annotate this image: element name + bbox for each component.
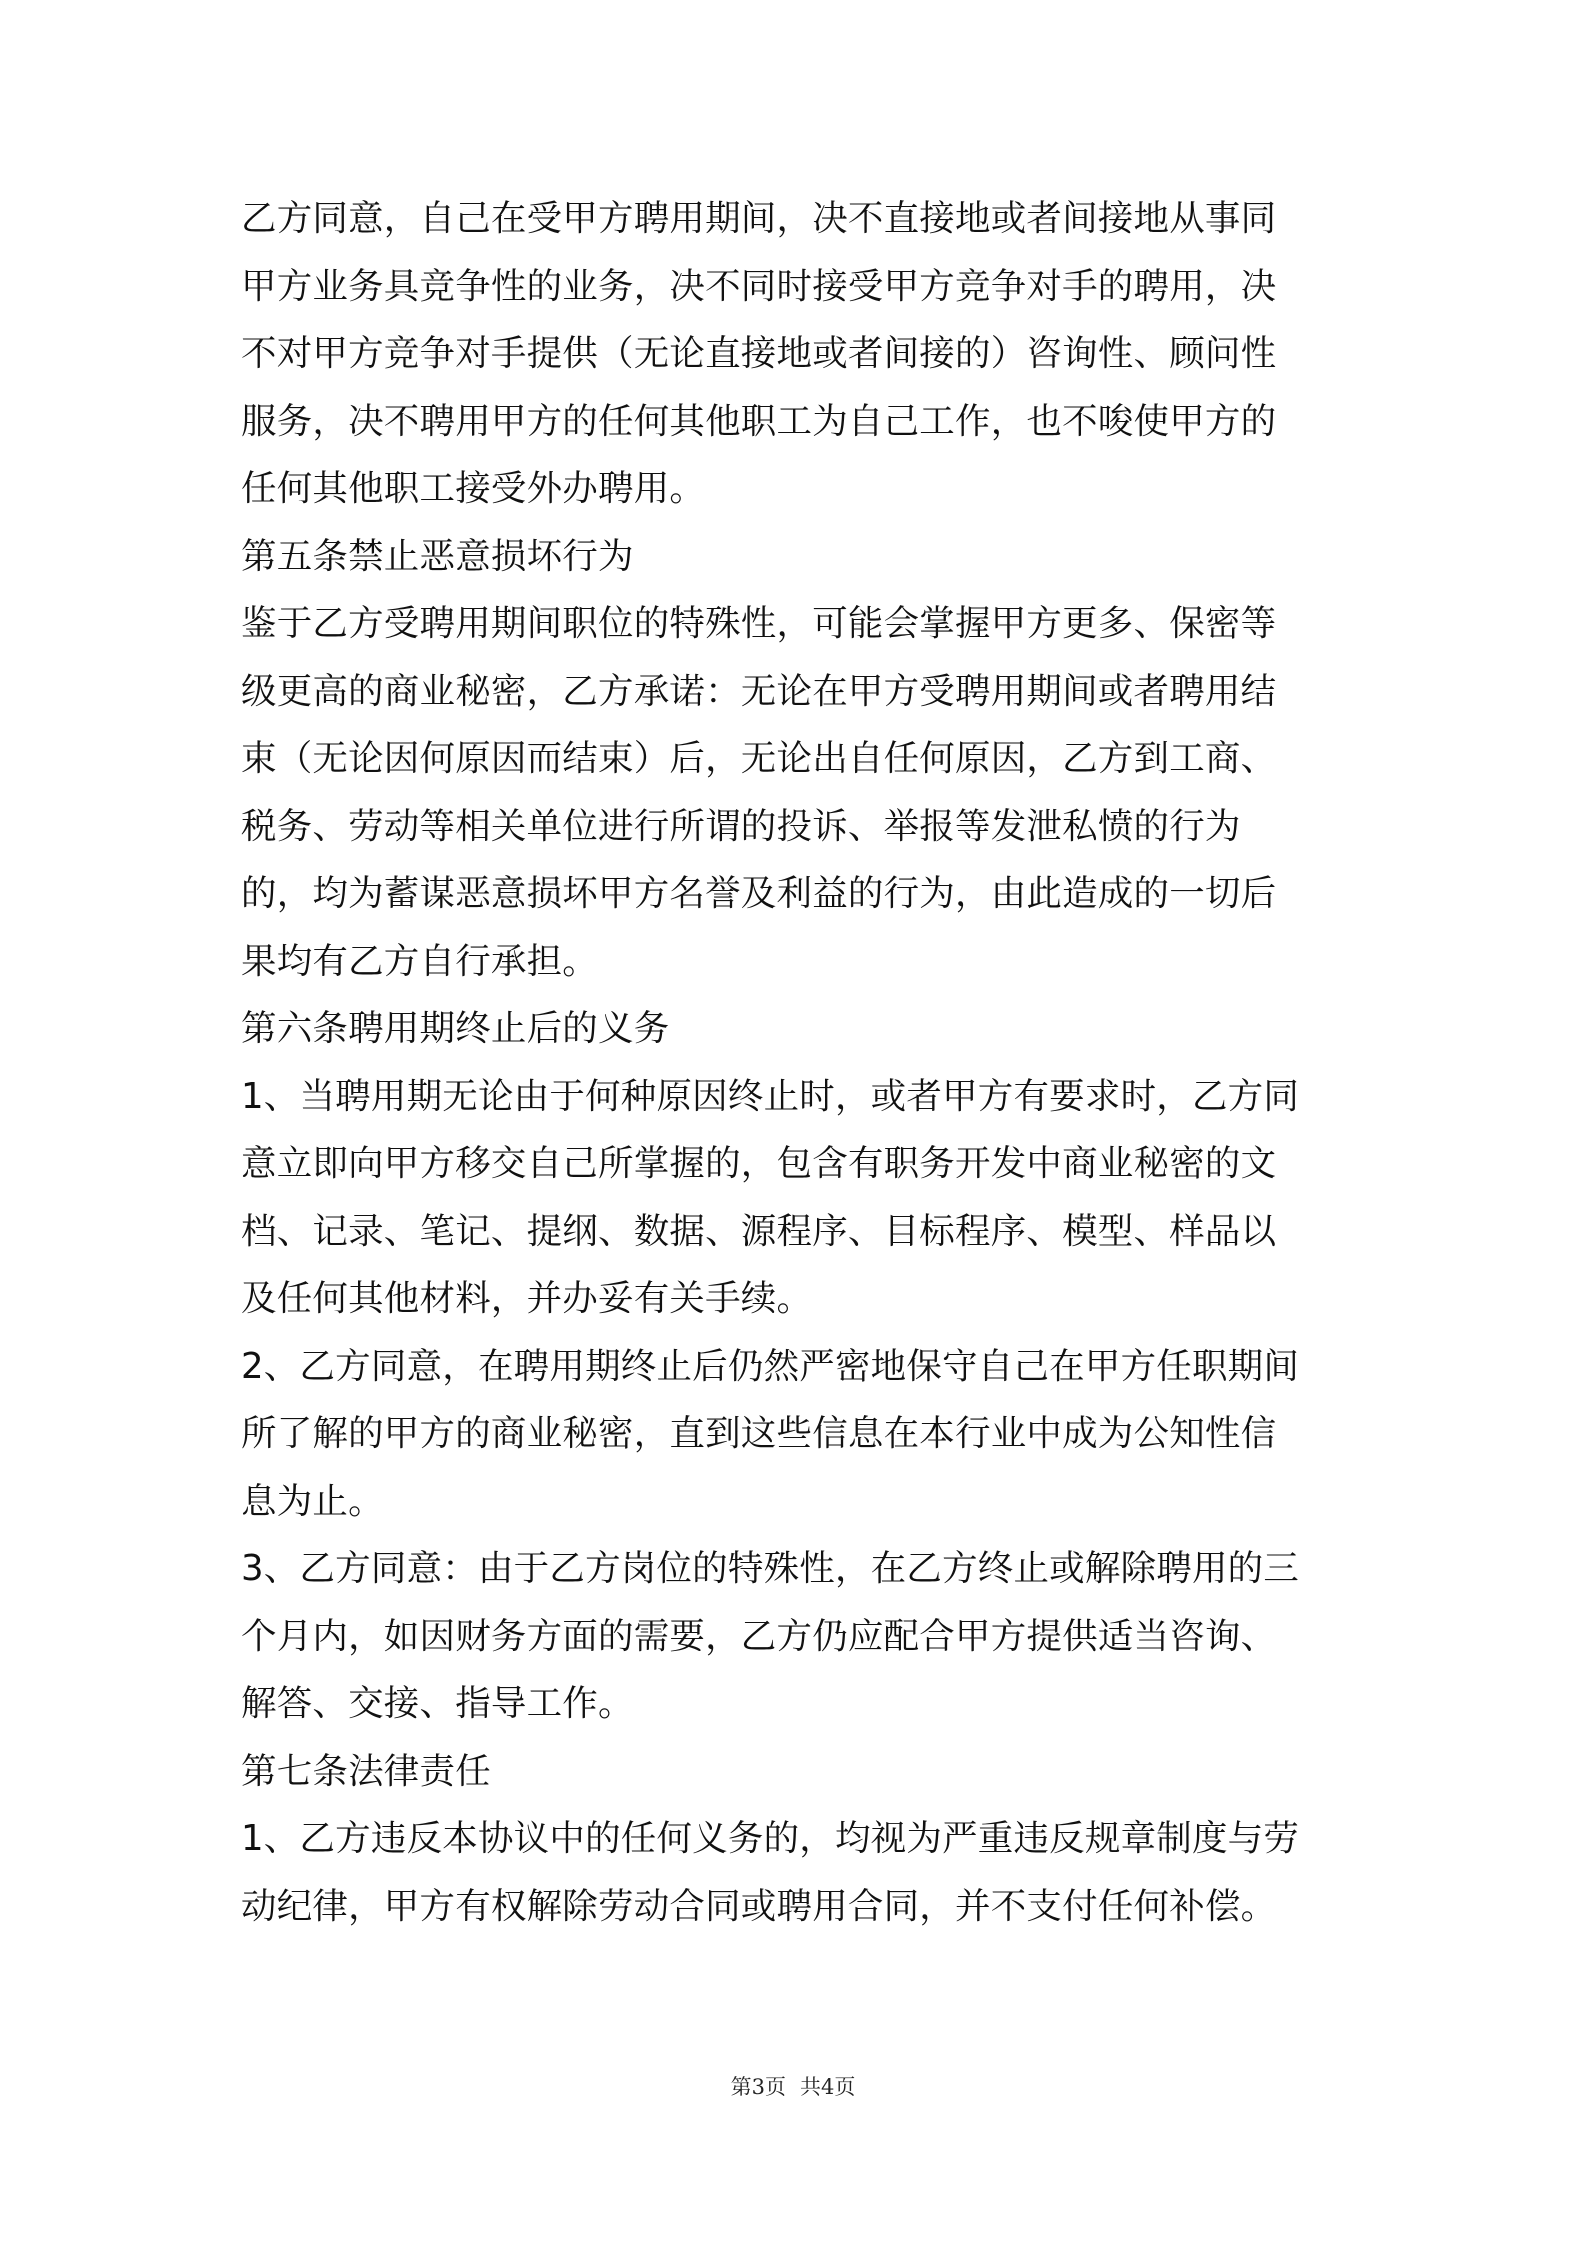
section-heading-article-5: 第五条禁止恶意损坏行为	[241, 535, 634, 577]
text-line: 解答、交接、指导工作。	[241, 1683, 634, 1724]
text-line: 个月内，如因财务方面的需要，乙方仍应配合甲方提供适当咨询、	[241, 1615, 1277, 1657]
text-line: 任何其他职工接受外办聘用。	[241, 468, 706, 509]
text-line: 档、记录、笔记、提纲、数据、源程序、目标程序、模型、样品以	[241, 1210, 1277, 1252]
text-line: 的，均为蓄谋恶意损坏甲方名誉及利益的行为，由此造成的一切后	[241, 873, 1277, 914]
text-line: 动纪律，甲方有权解除劳动合同或聘用合同，并不支付任何补偿。	[241, 1885, 1277, 1927]
text-line: 意立即向甲方移交自己所掌握的，包含有职务开发中商业秘密的文	[241, 1143, 1277, 1184]
text-line: 乙方同意，自己在受甲方聘用期间，决不直接地或者间接地从事同	[241, 198, 1277, 239]
page-footer	[0, 2073, 1586, 2101]
text-line: 甲方业务具竞争性的业务，决不同时接受甲方竞争对手的聘用，决	[241, 265, 1277, 307]
document-body	[241, 185, 1351, 1940]
text-line: 3、乙方同意：由于乙方岗位的特殊性，在乙方终止或解除聘用的三	[241, 1548, 1300, 1589]
page-number-total: 共4页	[800, 2075, 856, 2099]
text-line: 息为止。	[241, 1480, 384, 1522]
text-line: 1、乙方违反本协议中的任何义务的，均视为严重违反规章制度与劳	[241, 1818, 1300, 1859]
page-number-current: 第3页	[730, 2075, 786, 2099]
text-line: 级更高的商业秘密，乙方承诺：无论在甲方受聘用期间或者聘用结	[241, 670, 1277, 712]
section-heading-article-6: 第六条聘用期终止后的义务	[241, 1008, 670, 1049]
text-line: 果均有乙方自行承担。	[241, 940, 599, 982]
text-line: 2、乙方同意，在聘用期终止后仍然严密地保守自己在甲方任职期间	[241, 1345, 1300, 1387]
section-heading-article-7: 第七条法律责任	[241, 1750, 491, 1792]
text-line: 及任何其他材料，并办妥有关手续。	[241, 1278, 813, 1319]
text-line: 服务，决不聘用甲方的任何其他职工为自己工作，也不唆使甲方的	[241, 400, 1277, 442]
text-line: 束（无论因何原因而结束）后，无论出自任何原因，乙方到工商、	[241, 738, 1277, 779]
text-line: 1、当聘用期无论由于何种原因终止时，或者甲方有要求时，乙方同	[241, 1075, 1300, 1117]
text-line: 不对甲方竞争对手提供（无论直接地或者间接的）咨询性、顾问性	[241, 333, 1277, 374]
text-line: 鉴于乙方受聘用期间职位的特殊性，可能会掌握甲方更多、保密等	[241, 603, 1277, 644]
text-line: 税务、劳动等相关单位进行所谓的投诉、举报等发泄私愤的行为	[241, 805, 1241, 847]
text-line: 所了解的甲方的商业秘密，直到这些信息在本行业中成为公知性信	[241, 1413, 1277, 1454]
